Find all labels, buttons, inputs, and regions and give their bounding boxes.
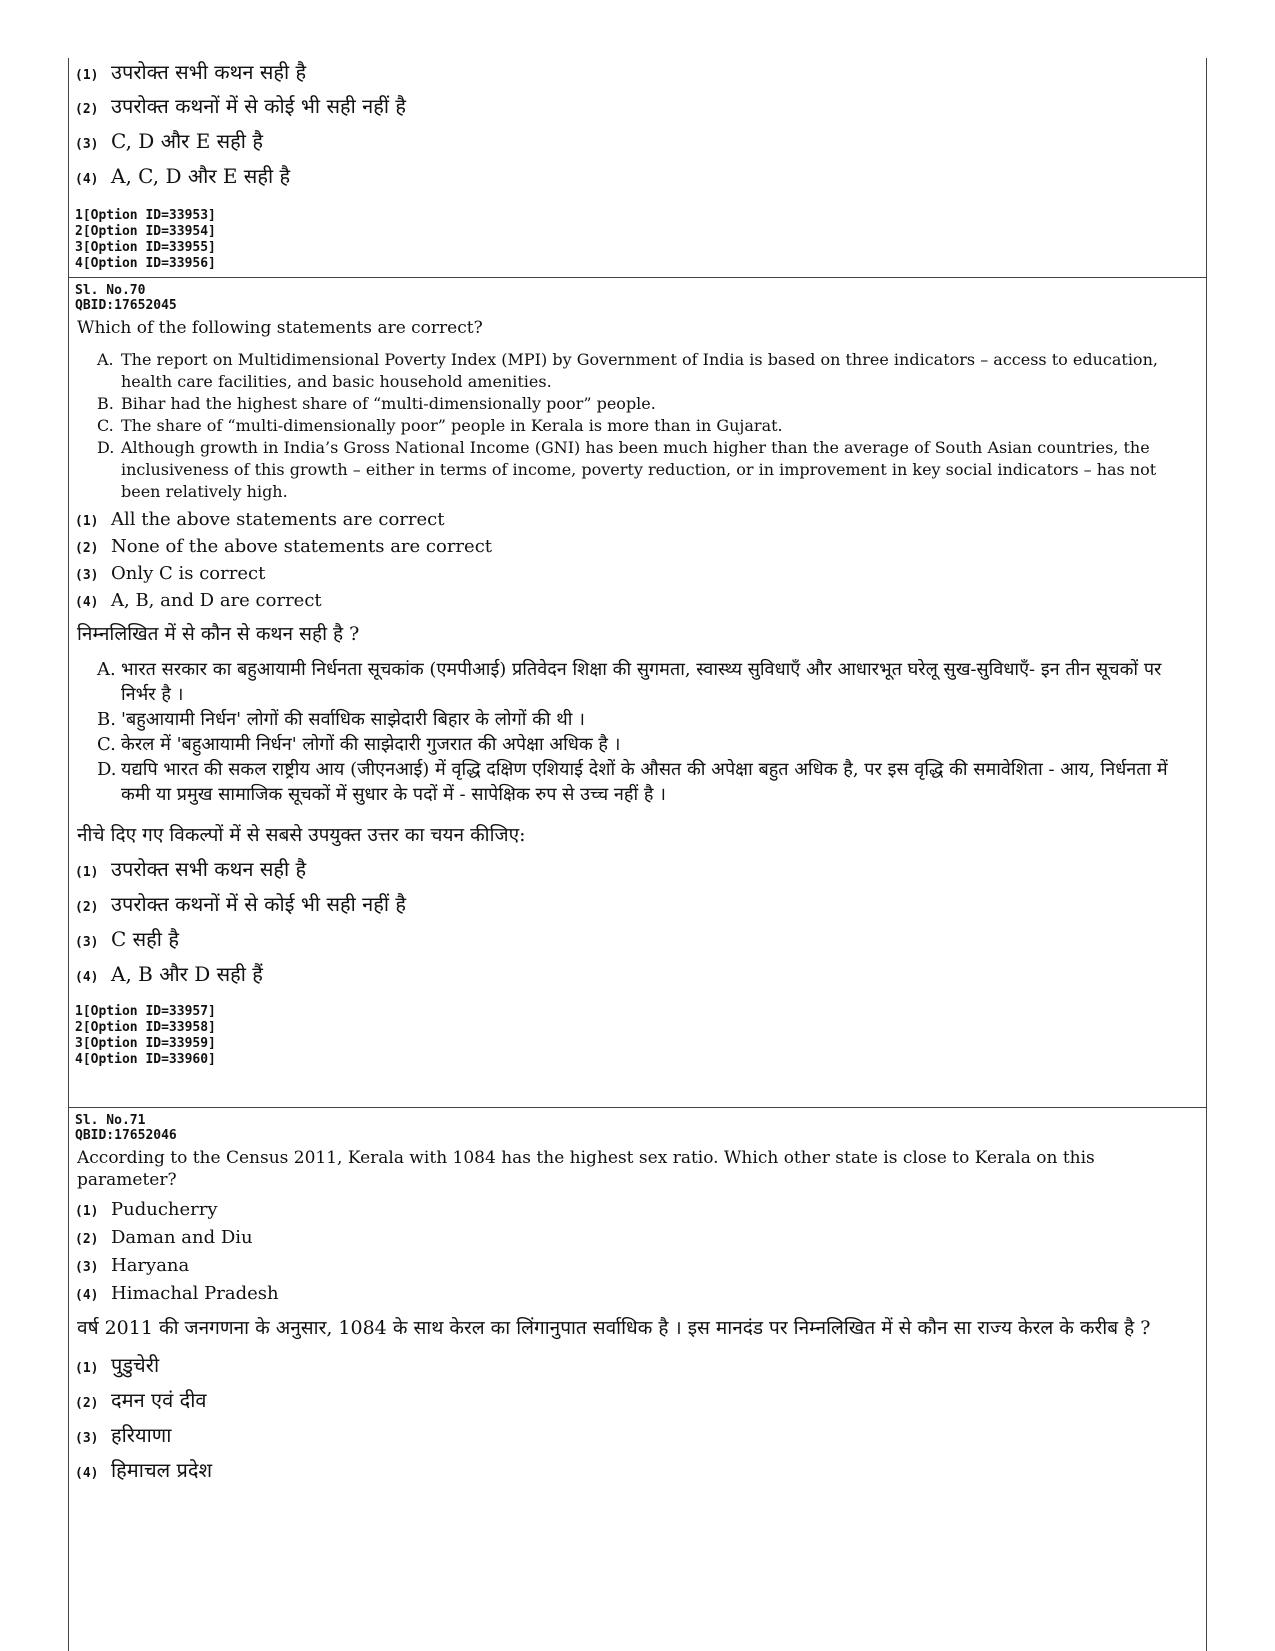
statement-c bbox=[97, 732, 1198, 757]
question-paper-frame bbox=[68, 58, 1207, 1651]
statement-label: D. bbox=[97, 759, 117, 780]
option-text: उपरोक्त सभी कथन सही है bbox=[111, 60, 307, 84]
option-2 bbox=[75, 92, 1198, 127]
option-text: पुडुचेरी bbox=[111, 1353, 160, 1377]
statement-text: Although growth in India’s Gross National Income (GNI) has been much higher than the average of South Asian countries, the inclusiveness of this growth – either in terms of income, poverty reduction, or in improvement in key social indicators – has not been relatively high. bbox=[121, 438, 1157, 501]
option-text: हरियाणा bbox=[111, 1423, 172, 1447]
option-4 bbox=[75, 590, 1198, 617]
statement-label: B. bbox=[97, 709, 116, 730]
option-text: A, B और D सही हैं bbox=[111, 962, 263, 986]
statement-d bbox=[97, 437, 1198, 503]
serial-number: Sl. No.70 bbox=[75, 283, 146, 298]
option-id: 4[Option ID=33960] bbox=[75, 1052, 216, 1067]
statements-hindi bbox=[97, 657, 1198, 807]
option-3 bbox=[75, 127, 1198, 162]
question-stem-english: According to the Census 2011, Kerala with 1084 has the highest sex ratio. Which other state is close to Kerala on this parameter? bbox=[77, 1148, 1095, 1190]
statement-label: A. bbox=[97, 659, 116, 680]
option-4 bbox=[75, 1456, 1198, 1491]
option-text: उपरोक्त कथनों में से कोई भी सही नहीं है bbox=[111, 892, 406, 916]
option-3 bbox=[75, 1421, 1198, 1456]
question-stem-hindi: वर्ष 2011 की जनगणना के अनुसार, 1084 के साथ केरल का लिंगानुपात सर्वाधिक है । इस मानदंड पर निम्नलिखित में से कौन सा राज्य केरल के करीब है ? bbox=[77, 1317, 1151, 1339]
option-2 bbox=[75, 536, 1198, 563]
option-2 bbox=[75, 890, 1198, 925]
option-id: 3[Option ID=33959] bbox=[75, 1036, 216, 1051]
option-text: Himachal Pradesh bbox=[111, 1283, 279, 1304]
statement-a bbox=[97, 657, 1198, 707]
serial-number: Sl. No.71 bbox=[75, 1113, 146, 1128]
option-number: (1) bbox=[75, 514, 99, 529]
question-70 bbox=[69, 278, 1206, 1108]
option-2 bbox=[75, 1227, 1198, 1255]
option-number: (3) bbox=[75, 1431, 99, 1446]
option-id: 2[Option ID=33958] bbox=[75, 1020, 216, 1035]
qbid: QBID:17652046 bbox=[75, 1128, 177, 1143]
statement-b bbox=[97, 707, 1198, 732]
statement-label: D. bbox=[97, 438, 115, 457]
option-2 bbox=[75, 1386, 1198, 1421]
option-id: 1[Option ID=33957] bbox=[75, 1004, 216, 1019]
previous-question-tail bbox=[69, 58, 1206, 278]
statement-text: केरल में 'बहुआयामी निर्धन' लोगों की साझेदारी गुजरात की अपेक्षा अधिक है । bbox=[121, 734, 621, 755]
statement-text: Bihar had the highest share of “multi-dimensionally poor” people. bbox=[121, 394, 656, 413]
statement-label: B. bbox=[97, 394, 114, 413]
option-number: (2) bbox=[75, 1232, 99, 1247]
option-3 bbox=[75, 925, 1198, 960]
option-number: (2) bbox=[75, 900, 99, 915]
option-number: (2) bbox=[75, 541, 99, 556]
statement-text: भारत सरकार का बहुआयामी निर्धनता सूचकांक (एमपीआई) प्रतिवेदन शिक्षा की सुगमता, स्वास्थ्य सुविधाएँ और आधारभूत घरेलू सुख-सुविधाएँ- इन तीन सूचकों पर निर्भर है । bbox=[121, 659, 1162, 705]
statement-label: C. bbox=[97, 416, 114, 435]
option-4 bbox=[75, 960, 1198, 1004]
option-id: 2[Option ID=33954] bbox=[75, 224, 216, 239]
question-71 bbox=[69, 1108, 1206, 1491]
option-text: A, B, and D are correct bbox=[111, 590, 322, 611]
statement-c bbox=[97, 415, 1198, 437]
option-text: A, C, D और E सही है bbox=[111, 164, 291, 188]
option-text: C, D और E सही है bbox=[111, 129, 263, 153]
option-number: (4) bbox=[75, 595, 99, 610]
statement-a bbox=[97, 349, 1198, 393]
option-number: (3) bbox=[75, 568, 99, 583]
option-1 bbox=[75, 1199, 1198, 1227]
option-3 bbox=[75, 563, 1198, 590]
option-text: Puducherry bbox=[111, 1199, 218, 1220]
option-4 bbox=[75, 1283, 1198, 1313]
option-text: Only C is correct bbox=[111, 563, 266, 584]
statement-text: यद्यपि भारत की सकल राष्ट्रीय आय (जीएनआई) में वृद्धि दक्षिण एशियाई देशों के औसत की अपेक्षा बहुत अधिक है, पर इस वृद्धि की समावेशिता - आय, निर्धनता में कमी या प्रमुख सामाजिक सूचकों में सुधार के पदों में - सापेक्षिक रुप से उच्च नहीं है । bbox=[121, 759, 1168, 805]
option-text: Haryana bbox=[111, 1255, 190, 1276]
option-number: (3) bbox=[75, 137, 99, 152]
option-number: (3) bbox=[75, 1260, 99, 1275]
option-id: 4[Option ID=33956] bbox=[75, 256, 216, 271]
option-4 bbox=[75, 162, 1198, 208]
option-number: (4) bbox=[75, 970, 99, 985]
qbid: QBID:17652045 bbox=[75, 298, 177, 313]
option-number: (4) bbox=[75, 1466, 99, 1481]
option-text: उपरोक्त कथनों में से कोई भी सही नहीं है bbox=[111, 94, 406, 118]
option-text: C सही है bbox=[111, 927, 179, 951]
option-number: (2) bbox=[75, 1396, 99, 1411]
option-1 bbox=[75, 509, 1198, 536]
option-number: (1) bbox=[75, 1361, 99, 1376]
option-number: (1) bbox=[75, 1204, 99, 1219]
option-id: 3[Option ID=33955] bbox=[75, 240, 216, 255]
question-stem-english: Which of the following statements are correct? bbox=[77, 318, 483, 338]
option-text: None of the above statements are correct bbox=[111, 536, 493, 557]
option-number: (4) bbox=[75, 1288, 99, 1303]
statement-d bbox=[97, 757, 1198, 807]
option-text: दमन एवं दीव bbox=[111, 1388, 207, 1412]
option-number: (4) bbox=[75, 172, 99, 187]
statement-text: The report on Multidimensional Poverty Index (MPI) by Government of India is based on three indicators – access to education, health care facilities, and basic household amenities. bbox=[121, 350, 1158, 391]
option-1 bbox=[75, 1351, 1198, 1386]
statement-label: C. bbox=[97, 734, 116, 755]
option-id-list bbox=[75, 1004, 1198, 1068]
option-text: हिमाचल प्रदेश bbox=[111, 1458, 213, 1482]
option-text: All the above statements are correct bbox=[111, 509, 445, 530]
option-id-list bbox=[75, 208, 1198, 272]
option-text: उपरोक्त सभी कथन सही है bbox=[111, 857, 307, 881]
option-text: Daman and Diu bbox=[111, 1227, 253, 1248]
option-number: (2) bbox=[75, 102, 99, 117]
option-1 bbox=[75, 58, 1198, 92]
option-id: 1[Option ID=33953] bbox=[75, 208, 216, 223]
statement-b bbox=[97, 393, 1198, 415]
option-number: (1) bbox=[75, 865, 99, 880]
option-number: (3) bbox=[75, 935, 99, 950]
option-1 bbox=[75, 855, 1198, 890]
choose-instruction-hindi: नीचे दिए गए विकल्पों में से सबसे उपयुक्त उत्तर का चयन कीजिए: bbox=[77, 824, 526, 846]
option-3 bbox=[75, 1255, 1198, 1283]
question-stem-hindi: निम्नलिखित में से कौन से कथन सही है ? bbox=[77, 623, 360, 645]
statement-text: The share of “multi-dimensionally poor” people in Kerala is more than in Gujarat. bbox=[121, 416, 783, 435]
option-number: (1) bbox=[75, 68, 99, 83]
statements-english bbox=[97, 349, 1198, 503]
statement-text: 'बहुआयामी निर्धन' लोगों की सर्वाधिक साझेदारी बिहार के लोगों की थी । bbox=[121, 709, 586, 730]
statement-label: A. bbox=[97, 350, 114, 369]
